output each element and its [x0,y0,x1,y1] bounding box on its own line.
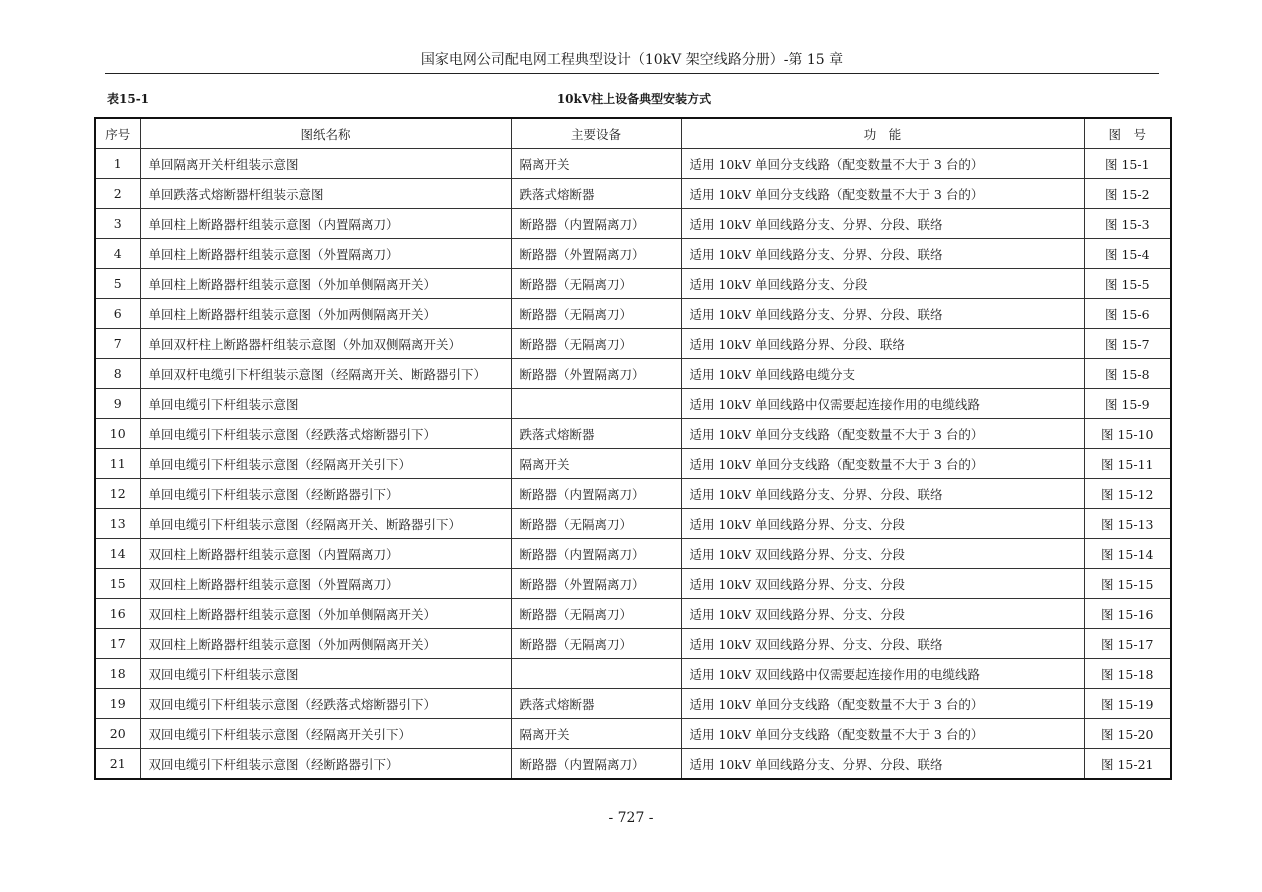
cell-drawing-name: 双回电缆引下杆组装示意图（经隔离开关引下） [140,719,511,749]
table-row [95,329,1171,359]
cell-figure-number: 图 15-14 [1084,539,1171,569]
cell-figure-number: 图 15-12 [1084,479,1171,509]
cell-drawing-name: 单回柱上断路器杆组装示意图（外置隔离刀） [140,239,511,269]
cell-function: 适用 10kV 双回线路分界、分支、分段、联络 [681,629,1084,659]
header-main-equipment: 主要设备 [511,118,681,149]
cell-drawing-name: 单回电缆引下杆组装示意图（经隔离开关引下） [140,449,511,479]
header-index: 序号 [95,118,140,149]
cell-drawing-name: 单回隔离开关杆组装示意图 [140,149,511,179]
table-row [95,659,1171,689]
cell-drawing-name: 双回柱上断路器杆组装示意图（内置隔离刀） [140,539,511,569]
cell-drawing-name: 双回柱上断路器杆组装示意图（外加单侧隔离开关） [140,599,511,629]
table-row [95,599,1171,629]
header-rule [105,73,1159,74]
table-row [95,719,1171,749]
cell-main-equipment: 断路器（内置隔离刀） [511,539,681,569]
cell-figure-number: 图 15-19 [1084,689,1171,719]
cell-function: 适用 10kV 单回线路分支、分段 [681,269,1084,299]
cell-main-equipment: 断路器（外置隔离刀） [511,239,681,269]
cell-function: 适用 10kV 单回分支线路（配变数量不大于 3 台的） [681,449,1084,479]
cell-main-equipment: 断路器（内置隔离刀） [511,209,681,239]
cell-main-equipment: 断路器（无隔离刀） [511,299,681,329]
cell-function: 适用 10kV 单回分支线路（配变数量不大于 3 台的） [681,689,1084,719]
cell-main-equipment: 断路器（无隔离刀） [511,599,681,629]
cell-function: 适用 10kV 单回分支线路（配变数量不大于 3 台的） [681,149,1084,179]
cell-index: 11 [95,449,140,479]
cell-drawing-name: 双回电缆引下杆组装示意图 [140,659,511,689]
page-number: - 727 - [608,810,654,826]
cell-index: 5 [95,269,140,299]
cell-index: 2 [95,179,140,209]
cell-drawing-name: 双回电缆引下杆组装示意图（经断路器引下） [140,749,511,780]
cell-main-equipment: 断路器（无隔离刀） [511,629,681,659]
cell-function: 适用 10kV 单回线路分支、分界、分段、联络 [681,749,1084,780]
cell-main-equipment [511,659,681,689]
cell-figure-number: 图 15-13 [1084,509,1171,539]
cell-main-equipment [511,389,681,419]
cell-main-equipment: 隔离开关 [511,149,681,179]
table-row [95,269,1171,299]
cell-index: 13 [95,509,140,539]
cell-drawing-name: 单回跌落式熔断器杆组装示意图 [140,179,511,209]
cell-index: 14 [95,539,140,569]
cell-main-equipment: 断路器（内置隔离刀） [511,479,681,509]
cell-function: 适用 10kV 单回线路分支、分界、分段、联络 [681,479,1084,509]
cell-drawing-name: 单回柱上断路器杆组装示意图（内置隔离刀） [140,209,511,239]
cell-function: 适用 10kV 单回分支线路（配变数量不大于 3 台的） [681,419,1084,449]
cell-main-equipment: 隔离开关 [511,719,681,749]
cell-main-equipment: 跌落式熔断器 [511,419,681,449]
cell-function: 适用 10kV 双回线路分界、分支、分段 [681,539,1084,569]
cell-main-equipment: 断路器（外置隔离刀） [511,569,681,599]
cell-index: 1 [95,149,140,179]
cell-index: 17 [95,629,140,659]
table-row [95,149,1171,179]
table-row [95,539,1171,569]
cell-figure-number: 图 15-7 [1084,329,1171,359]
table-row [95,689,1171,719]
cell-index: 7 [95,329,140,359]
cell-function: 适用 10kV 单回分支线路（配变数量不大于 3 台的） [681,179,1084,209]
cell-figure-number: 图 15-17 [1084,629,1171,659]
cell-drawing-name: 双回柱上断路器杆组装示意图（外置隔离刀） [140,569,511,599]
cell-main-equipment: 断路器（内置隔离刀） [511,749,681,780]
cell-main-equipment: 断路器（无隔离刀） [511,329,681,359]
cell-drawing-name: 单回电缆引下杆组装示意图（经断路器引下） [140,479,511,509]
cell-figure-number: 图 15-1 [1084,149,1171,179]
table-row [95,239,1171,269]
table-row [95,389,1171,419]
cell-figure-number: 图 15-18 [1084,659,1171,689]
cell-figure-number: 图 15-9 [1084,389,1171,419]
table-row [95,359,1171,389]
cell-figure-number: 图 15-5 [1084,269,1171,299]
cell-drawing-name: 单回柱上断路器杆组装示意图（外加两侧隔离开关） [140,299,511,329]
table-row [95,449,1171,479]
equipment-table [94,117,1172,780]
table-row [95,749,1171,780]
cell-figure-number: 图 15-8 [1084,359,1171,389]
table-row [95,629,1171,659]
cell-main-equipment: 断路器（外置隔离刀） [511,359,681,389]
cell-index: 8 [95,359,140,389]
cell-main-equipment: 断路器（无隔离刀） [511,269,681,299]
cell-index: 15 [95,569,140,599]
cell-index: 3 [95,209,140,239]
cell-function: 适用 10kV 单回线路分支、分界、分段、联络 [681,209,1084,239]
cell-function: 适用 10kV 单回线路分支、分界、分段、联络 [681,239,1084,269]
table-body [95,149,1171,780]
cell-figure-number: 图 15-16 [1084,599,1171,629]
cell-main-equipment: 隔离开关 [511,449,681,479]
table-title: 10kV柱上设备典型安装方式 [556,92,712,106]
cell-figure-number: 图 15-2 [1084,179,1171,209]
cell-figure-number: 图 15-11 [1084,449,1171,479]
cell-index: 12 [95,479,140,509]
cell-function: 适用 10kV 单回线路分支、分界、分段、联络 [681,299,1084,329]
cell-figure-number: 图 15-15 [1084,569,1171,599]
cell-drawing-name: 单回电缆引下杆组装示意图（经跌落式熔断器引下） [140,419,511,449]
cell-drawing-name: 双回柱上断路器杆组装示意图（外加两侧隔离开关） [140,629,511,659]
table-row [95,299,1171,329]
header-drawing-name: 图纸名称 [140,118,511,149]
cell-index: 4 [95,239,140,269]
cell-index: 9 [95,389,140,419]
cell-figure-number: 图 15-20 [1084,719,1171,749]
cell-index: 16 [95,599,140,629]
table-row [95,209,1171,239]
cell-drawing-name: 双回电缆引下杆组装示意图（经跌落式熔断器引下） [140,689,511,719]
cell-function: 适用 10kV 双回线路中仅需要起连接作用的电缆线路 [681,659,1084,689]
table-row [95,569,1171,599]
cell-function: 适用 10kV 单回分支线路（配变数量不大于 3 台的） [681,719,1084,749]
cell-figure-number: 图 15-10 [1084,419,1171,449]
header-figure-number: 图 号 [1084,118,1171,149]
cell-function: 适用 10kV 单回线路电缆分支 [681,359,1084,389]
cell-function: 适用 10kV 单回线路分界、分段、联络 [681,329,1084,359]
table-label: 表15-1 [107,92,150,106]
cell-function: 适用 10kV 双回线路分界、分支、分段 [681,599,1084,629]
cell-main-equipment: 断路器（无隔离刀） [511,509,681,539]
cell-drawing-name: 单回双杆柱上断路器杆组装示意图（外加双侧隔离开关） [140,329,511,359]
cell-function: 适用 10kV 双回线路分界、分支、分段 [681,569,1084,599]
cell-figure-number: 图 15-4 [1084,239,1171,269]
table-row [95,179,1171,209]
cell-index: 18 [95,659,140,689]
cell-main-equipment: 跌落式熔断器 [511,179,681,209]
cell-drawing-name: 单回双杆电缆引下杆组装示意图（经隔离开关、断路器引下） [140,359,511,389]
table-row [95,509,1171,539]
header-function: 功 能 [681,118,1084,149]
cell-main-equipment: 跌落式熔断器 [511,689,681,719]
cell-figure-number: 图 15-21 [1084,749,1171,780]
cell-drawing-name: 单回柱上断路器杆组装示意图（外加单侧隔离开关） [140,269,511,299]
cell-index: 19 [95,689,140,719]
page-header: 国家电网公司配电网工程典型设计（10kV 架空线路分册）-第 15 章 [420,52,844,68]
table-row [95,479,1171,509]
cell-drawing-name: 单回电缆引下杆组装示意图 [140,389,511,419]
cell-function: 适用 10kV 单回线路分界、分支、分段 [681,509,1084,539]
table-row [95,419,1171,449]
cell-drawing-name: 单回电缆引下杆组装示意图（经隔离开关、断路器引下） [140,509,511,539]
cell-figure-number: 图 15-3 [1084,209,1171,239]
cell-index: 6 [95,299,140,329]
cell-index: 21 [95,749,140,780]
cell-index: 20 [95,719,140,749]
cell-function: 适用 10kV 单回线路中仅需要起连接作用的电缆线路 [681,389,1084,419]
cell-figure-number: 图 15-6 [1084,299,1171,329]
cell-index: 10 [95,419,140,449]
table-header-row [95,118,1171,149]
